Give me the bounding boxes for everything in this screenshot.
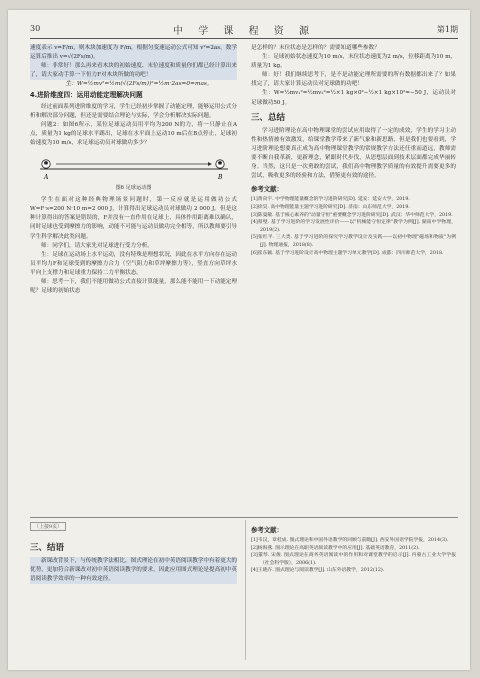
bottom-right-column: [251, 522, 456, 575]
work-equation-2: 生：W=½mv₁²=½mv₂²=½×1 kg×0²−½×1 kg×10²=−50 J，运动员对足球做功50 J。: [251, 90, 456, 106]
intro-paragraph-1: 速度表示 v=F/m，则木块加速度为 F/m，根据匀变速运动公式可知 v²=2as，数学运算后推出 v=√(2Fs/m)。: [30, 44, 237, 62]
journal-title: 中 学 课 程 资 源: [173, 26, 315, 37]
reference-item: [4]蔡璧. 基于学习进阶的学习发展性评价——以"机械能守恒定律"教学为例[J]. 湖南中学物理，2019(2).: [251, 220, 456, 233]
paragraph-teacher-prompt: 师：同学们，请大家先对足球进行受力分析。: [41, 242, 153, 249]
bottom-left-column: [30, 538, 237, 584]
reference-item: [4]王晓卉. 图式理论与阅读教学[J]. 山东外语教学，2012(12).: [251, 568, 385, 574]
bottom-references-title: 参考文献：: [251, 526, 283, 534]
summary-heading: 三、总结: [251, 112, 286, 123]
football-diagram: [30, 152, 237, 182]
work-equation-1: 生：W=½mv²=½m(√(2Fs/m))²=½m·2as=0=mas。: [65, 81, 213, 88]
football-figure: [30, 152, 237, 182]
article-divider: [30, 517, 458, 518]
reference-item: [1]黄向宇. 中学物理能量概念的学习进阶研究[D]. 延安：延安大学，2019.: [251, 197, 410, 203]
intro-paragraph-2: 师：非常好！那么再来看木块的初始速度、末位速度和质量你们都已经计算出来了，请大家动手算一下恒力F对木块所做的功吧！: [30, 62, 237, 80]
reference-item: [2]徐昊. 高中物理能量主题学习进阶研究[D]. 济南：山东师范大学，2019.: [251, 205, 410, 210]
paragraph-continued: 是怎样的？末位状态是怎样的？需要知道哪些参数？: [251, 45, 380, 51]
reference-item: [1]韦汉，章桂成. 图式理论和中国外语教学的回顾与前瞻[J]. 西安外国语学院学报，2014(3).: [251, 538, 449, 544]
problem-2-text: 问题2：如图6所示，某位足球运动员用平均为200 N的力，将一只静止在A点，质量为1 kg的足球水平踢出，足球在水平面上运动10 m后在B点停止，足球初始速度为10 m/s，求足球运动员对球做功多少？: [30, 121, 237, 146]
left-column: [30, 44, 237, 296]
journal-page: [8, 10, 470, 670]
bottom-references-list: [251, 537, 456, 575]
conclusion-paragraph: 新课改背景下，与传统教学法相比，图式理论在初中英语阅读教学中有着更大的优势，更加符合新课改对初中英语阅读教学的要求，因此应用图式理论是提高初中英语阅读教学效率的一种有效途径。: [30, 557, 237, 584]
figure-caption: 图6 足球运动图: [115, 185, 152, 192]
paragraph-student-answer: 生：足球初始状态速度为10 m/s，末位状态速度为2 m/s，位移距离为10 m，质量为1 kg。: [251, 54, 456, 70]
paragraph-teacher-question: 师：思考一下，我们不能用做功公式直接计算能量，那么能不能用一下动能定理呢？足球的初始状态: [30, 278, 237, 295]
reference-item: [3]陈曼敏. 基于核心素养的"动量守恒"重要概念学习进阶研究[D]. 武汉：华中师范大学，2019.: [251, 212, 453, 218]
paragraph-force-analysis: 生：足球在运动场上水平运动，没有特殊是理想状况，因此在水平方向存在运动员平均力F和足球受到的摩擦力合力（空气阻力和草坪摩擦力等），竖直方向草坪水平向上支撑力和足球重力保持二力平衡状态。: [30, 251, 237, 276]
issue-label: 第1期: [436, 25, 458, 34]
reference-item: [5]张红平. 三大类. 基于学习进阶的探究学习教学设计及实践——以初中物理"磁场和物质"为例[J]. 物理通报，2018(8).: [251, 235, 456, 248]
references-title: 参考文献：: [251, 185, 283, 194]
reference-item: [3]董琴. 宋俊. 图式理论在商务英语阅读中的作用和对课堂教学的启示[J]. 内蒙古工业大学学报（社会科学版），2006(1).: [251, 553, 456, 566]
arrow-head: [208, 162, 212, 166]
page-header: [30, 22, 458, 39]
right-column: [251, 44, 456, 257]
references-list: [251, 196, 456, 257]
paragraph-common-mistake: 学生在面对这种经典物理场景问题时，第一反应就是运用做功公式 W=F·s=200 N·10 m=2 000 J，计算得出足球运动员对球做功 2 000 J。但是这种计算得出的答案是错误的，F并没有一直作用在足球上，具体作用距离难以确认，同时足球也受到摩擦力的影响，动能不可能与运动员做功完全相等，所以教师要引导学生科学解决此类问题。: [30, 197, 237, 240]
point-b-label: B: [218, 174, 223, 182]
section-heading-4: 4.进阶维度四：运用动能定理解决问题: [30, 91, 143, 100]
conclusion-heading: 三、结语: [30, 543, 65, 553]
column-rule: [245, 520, 246, 660]
summary-paragraph: 学习进阶理论在高中物理课堂的尝试应用取得了一定的成效，学生的学习主动性和热情被有效激发，给课堂教学带来了新气象和新思路，但是我们也要看到，学习进阶理论想要真正成为高中物理课堂教学的常规教学方法还任重而道远，教师需要不断自我革新，更新理念，紧跟时代步伐，从思想层面到技术层面都完成华丽转身。当然，这只是一次勇敢的尝试，我们高中物理教学质量的有效提升需要更多的尝试，吸收更多的经验和方法，借鉴更有效的途径。: [251, 127, 456, 180]
paragraph-dimension-4: 经过前面系列进阶维度的学习，学生已经初步掌握了动能定理，能够运用公式分析和解决部分问题，但还是需要结合理论与实际，学会分析解决实际问题。: [30, 103, 237, 119]
continued-from-label: （上接9页）: [30, 522, 66, 531]
reference-item: [2]杨海燕. 图示理论在高职英语阅读教学中的应用[J]. 基础英语教育，2011(2).: [251, 545, 420, 551]
page-number: 30: [30, 24, 41, 33]
reference-item: [6]崔东颖. 基于学习进阶设计高中物理主题学习单元教学[D]. 成都：四川师范大学，2018.: [251, 250, 444, 256]
paragraph-teacher-followup: 师：好！我们继续思考下，是不是动能定理所需要的所有数据都出来了？如果找完了，请大家计算运动员对足球做的功吧！: [251, 72, 456, 88]
point-a-label: A: [44, 174, 49, 182]
